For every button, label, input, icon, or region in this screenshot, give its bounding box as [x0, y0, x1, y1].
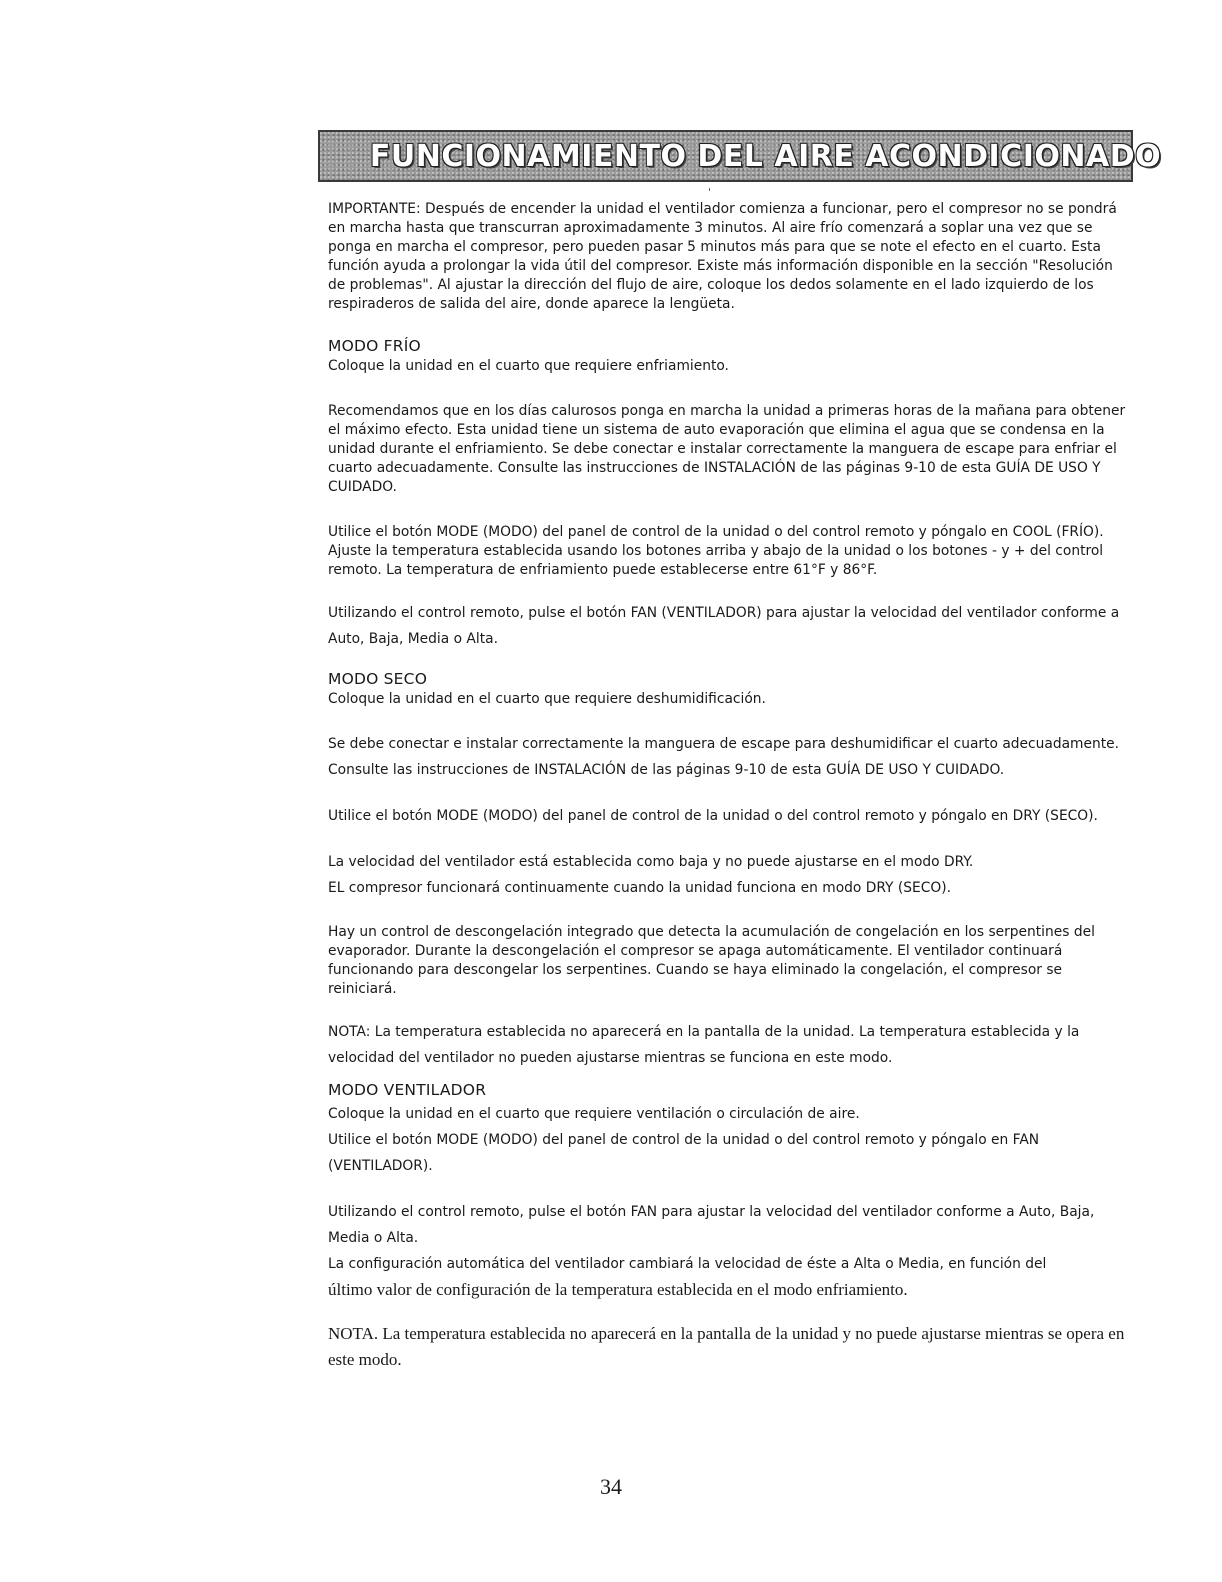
dry-paragraph-5: Hay un control de descongelación integrado que detecta la acumulación de congelación en los serpentines del evaporador. Durante la descongelación el compresor se apaga automáticamente. El ventilador continuará funcionando para descongelar los serpentines. Cuando se haya eliminado la congelación, el compresor se reiniciará.	[328, 924, 1095, 997]
fan-paragraph-4b: último valor de configuración de la temperatura establecida en el modo enfriamiento.	[328, 1280, 908, 1299]
cool-paragraph-4: Utilizando el control remoto, pulse el botón FAN (VENTILADOR) para ajustar la velocidad del ventilador conforme a Auto, Baja, Media o Alta.	[328, 605, 1120, 647]
cool-paragraph-3: Utilice el botón MODE (MODO) del panel de control de la unidad o del control remoto y póngalo en COOL (FRÍO). Ajuste la temperatura establecida usando los botones arriba y abajo de la unidad o los botones - y + del control remoto. La temperatura de enfriamiento puede establecerse entre 61°F y 86°F.	[328, 524, 1104, 578]
fan-note: NOTA. La temperatura establecida no aparecerá en la pantalla de la unidad y no puede ajustarse mientras se opera en este modo.	[328, 1324, 1125, 1369]
dry-paragraph-3: Utilice el botón MODE (MODO) del panel de control de la unidad o del control remoto y póngalo en DRY (SECO).	[328, 808, 1098, 824]
fan-paragraph-1: Coloque la unidad en el cuarto que requiere ventilación o circulación de aire.	[328, 1106, 860, 1122]
cool-mode-heading: MODO FRÍO	[328, 337, 421, 355]
main-content	[328, 200, 1128, 1373]
fan-paragraph-3: Utilizando el control remoto, pulse el botón FAN para ajustar la velocidad del ventilador conforme a Auto, Baja, Media o Alta.	[328, 1204, 1095, 1246]
important-paragraph: IMPORTANTE: Después de encender la unidad el ventilador comienza a funcionar, pero el compresor no se pondrá en marcha hasta que transcurran aproximadamente 3 minutos. Al aire frío comenzará a soplar una vez que se ponga en marcha el compresor, pero pueden pasar 5 minutos más para que se note el efecto en el cuarto. Esta función ayuda a prolongar la vida útil del compresor. Existe más información disponible en la sección "Resolución de problemas". Al ajustar la dirección del flujo de aire, coloque los dedos solamente en el lado izquierdo de los respiraderos de salida del aire, donde aparece la lengüeta.	[328, 201, 1117, 312]
dry-mode-heading: MODO SECO	[328, 670, 428, 688]
section-banner	[318, 130, 1162, 182]
fan-paragraph-4a: La configuración automática del ventilador cambiará la velocidad de éste a Alta o Media, en función del	[328, 1256, 1047, 1272]
cool-paragraph-1: Coloque la unidad en el cuarto que requiere enfriamiento.	[328, 358, 729, 374]
fan-paragraph-2: Utilice el botón MODE (MODO) del panel de control de la unidad o del control remoto y póngalo en FAN (VENTILADOR).	[328, 1132, 1040, 1174]
fan-mode-heading: MODO VENTILADOR	[328, 1081, 487, 1099]
dry-note: NOTA: La temperatura establecida no aparecerá en la pantalla de la unidad. La temperatura establecida y la velocidad del ventilador no pueden ajustarse mientras se funciona en este modo.	[328, 1024, 1080, 1066]
page-number: 34	[600, 1474, 622, 1499]
dry-paragraph-4a: La velocidad del ventilador está establecida como baja y no puede ajustarse en el modo DRY.	[328, 854, 974, 870]
dry-paragraph-2: Se debe conectar e instalar correctamente la manguera de escape para deshumidificar el cuarto adecuadamente. Consulte las instrucciones de INSTALACIÓN de las páginas 9-10 de esta GUÍA DE USO Y CUIDADO.	[328, 736, 1119, 778]
dry-paragraph-4b: EL compresor funcionará continuamente cuando la unidad funciona en modo DRY (SECO).	[328, 880, 951, 896]
cool-paragraph-2: Recomendamos que en los días calurosos ponga en marcha la unidad a primeras horas de la mañana para obtener el máximo efecto. Esta unidad tiene un sistema de auto evaporación que elimina el agua que se condensa en la unidad durante el enfriamiento. Se debe conectar e instalar correctamente la manguera de escape para enfriar el cuarto adecuadamente. Consulte las instrucciones de INSTALACIÓN de las páginas 9-10 de esta GUÍA DE USO Y CUIDADO.	[328, 403, 1126, 495]
divider	[709, 188, 710, 191]
dry-paragraph-1: Coloque la unidad en el cuarto que requiere deshumidificación.	[328, 691, 766, 707]
page-title: FUNCIONAMIENTO DEL AIRE ACONDICIONADO	[369, 138, 1162, 174]
